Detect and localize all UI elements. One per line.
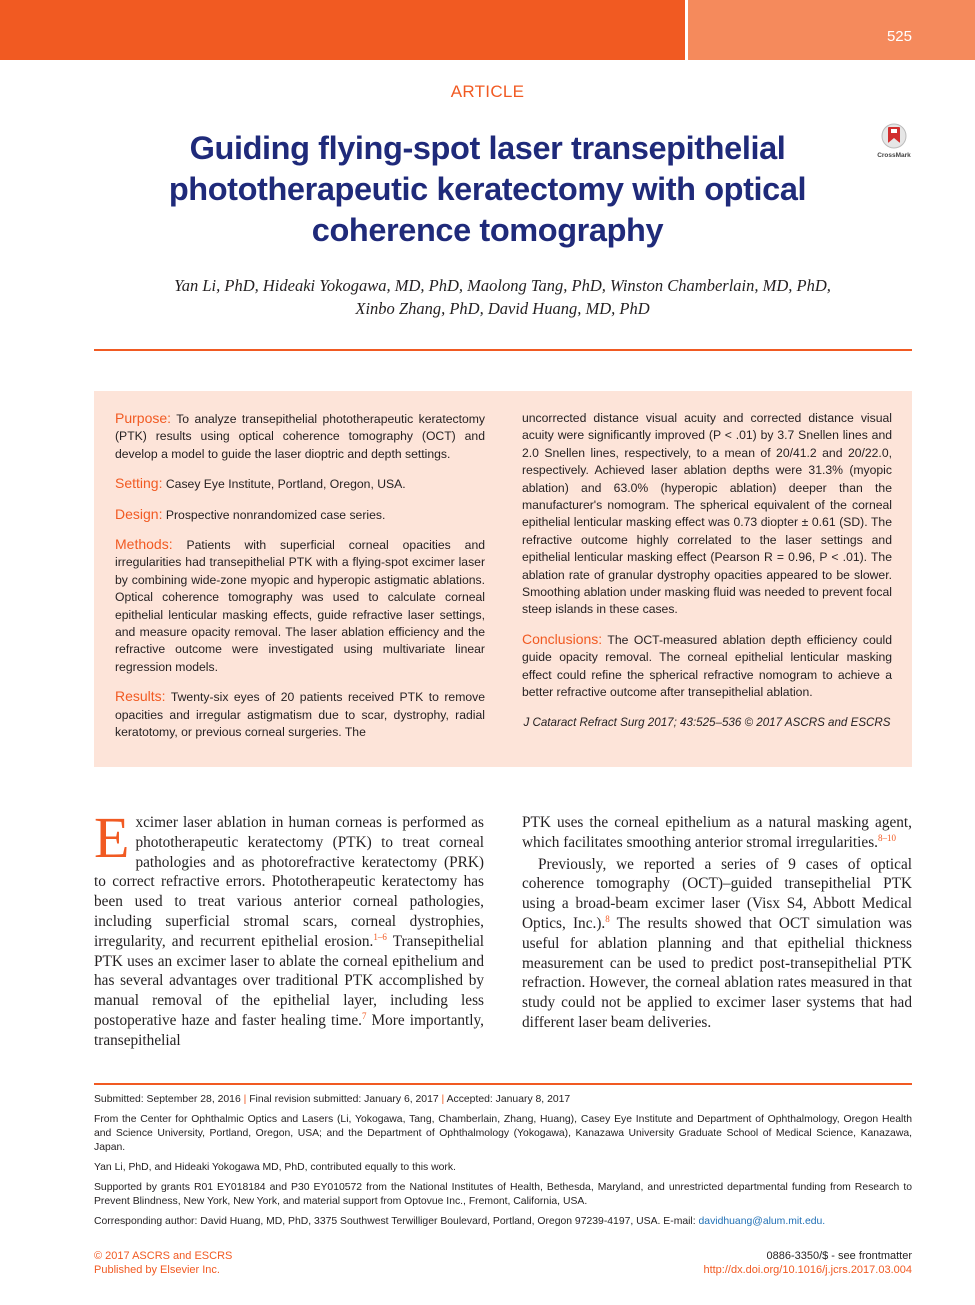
corresponding-author xyxy=(94,1215,912,1229)
abstract-right-column xyxy=(522,410,892,743)
methods-text: Patients with superficial corneal opacities and irregularities had transepithelial PTK with a flying-spot excimer laser by combining wide-zone myopic and hyperopic astigmatic ablations. Optical coherence tomography was used to calculate corneal epithelial lenticular masking effects, guide refractive laser settings, and measure opacity removal. The laser ablation efficiency and the refractive outcome were investigated using multivariate linear regression models. xyxy=(115,538,485,674)
abstract-conclusions xyxy=(522,631,892,702)
abstract-design xyxy=(115,506,485,524)
body-text: More importantly, transepithelial xyxy=(94,1011,484,1049)
publisher-text: Published by Elsevier Inc. xyxy=(94,1264,220,1276)
page-number: 525 xyxy=(886,28,912,45)
results-text: Twenty-six eyes of 20 patients received PTK to remove opacities and irregular astigmatism due to scar, dystrophy, radial keratotomy, or previous corneal surgeries. The xyxy=(115,690,485,740)
doi-block xyxy=(703,1249,912,1277)
body-text: Previously, we reported a series of 9 cases of optical coherence tomography (OCT)–guided transepithelial PTK using a broad-beam excimer laser (Visx S4, Abbott Medical Optics, Inc.). xyxy=(522,855,912,932)
header-bar-tab xyxy=(688,0,975,60)
reference-link[interactable]: 8–10 xyxy=(877,832,896,843)
abstract-left-column xyxy=(115,410,485,754)
purpose-text: To analyze transepithelial phototherapeutic keratectomy (PTK) results using optical coherence tomography (OCT) and develop a model to guide the laser dioptric and depth settings. xyxy=(115,412,485,461)
abstract-purpose xyxy=(115,410,485,463)
purpose-heading: Purpose: xyxy=(115,410,172,426)
conclusions-heading: Conclusions: xyxy=(522,630,603,647)
setting-heading: Setting: xyxy=(115,475,163,492)
body-right-column xyxy=(522,813,912,1033)
body-text: xcimer laser ablation in human corneas is performed as phototherapeutic keratectomy (PTK) to treat corneal pathologies and as photorefractive keratectomy (PRK) to correct refractive errors. Phototherapeutic keratectomy has been used to treat various anterior corneal pathologies, including superficial stromal scars, corneal dystrophies, irregularity, and recurrent epithelial erosion. xyxy=(94,814,484,950)
copyright-text: © 2017 ASCRS and ESCRS xyxy=(94,1250,233,1262)
results-continued: uncorrected distance visual acuity and corrected distance visual acuity were significantly improved (P < .01) by 3.7 Snellen lines and 2.0 Snellen lines, respectively, to a mean of 20/41.2 and 20/22.0, respectively. Achieved laser ablation depths were 31.3% (myopic ablation) and 63.0% (hyperopic ablation) deeper than the manufacturer's nomogram. The spherical equivalent of the corneal epithelial lenticular masking effect was 0.73 diopter ± 0.61 (SD). The refractive outcome highly correlated to the laser settings and epithelial lenticular masking effect (Pearson R = 0.96, P < .01). The ablation rate of granular dystrophy opacities appeared to be slower. Smoothing ablation under masking fluid was needed to prevent focal steep islands in these cases. xyxy=(522,411,892,617)
body-text: PTK uses the corneal epithelium as a natural masking agent, which facilitates smoothing anterior stromal irregularities. xyxy=(522,814,912,851)
reference-link[interactable]: 7 xyxy=(361,1010,367,1021)
design-text: Prospective nonrandomized case series. xyxy=(165,507,386,522)
reference-link[interactable]: 1–6 xyxy=(373,931,387,942)
separator: | xyxy=(243,1094,247,1105)
body-paragraph xyxy=(522,813,912,853)
header-bar-accent xyxy=(0,0,685,60)
author-line: Xinbo Zhang, PhD, David Huang, MD, PhD xyxy=(355,299,650,318)
abstract-setting xyxy=(115,475,485,493)
abstract-results xyxy=(115,688,485,741)
affiliation-note: From the Center for Ophthalmic Optics and Lasers (Li, Yokogawa, Tang, Chamberlain, Zhang, Huang), Casey Eye Institute and Department of Ophthalmology, Oregon Health and Science University, Portland, Oregon, USA; and the Department of Ophthalmology (Yokogawa), Kanazawa University Graduate School of Medical Science, Kanazawa, Japan. xyxy=(94,1114,912,1153)
article-title: Guiding flying-spot laser transepithelial phototherapeutic keratectomy with optical coherence tomography xyxy=(168,130,807,248)
title-divider xyxy=(94,349,912,351)
body-text: The results showed that OCT simulation was useful for ablation planning and that epithelial thickness measurement can be used to predict post-transepithelial PTK refraction. However, the corneal ablation rates measured in that study could not be applied to excimer laser systems that had different laser beam deliveries. xyxy=(522,914,912,1031)
section-label: ARTICLE xyxy=(450,82,525,101)
submission-dates xyxy=(94,1093,912,1107)
author-line: Yan Li, PhD, Hideaki Yokogawa, MD, PhD, Maolong Tang, PhD, Winston Chamberlain, MD, PhD, xyxy=(174,276,831,295)
body-left-column xyxy=(94,805,484,1051)
footnotes xyxy=(94,1093,912,1235)
corresponding-text: Corresponding author: David Huang, MD, PhD, 3375 Southwest Terwilliger Boulevard, Portland, Oregon 97239-4197, USA. E-mail: xyxy=(94,1216,696,1227)
copyright-block xyxy=(94,1249,232,1277)
results-heading: Results: xyxy=(115,688,166,705)
issn-text: 0886-3350/$ - see frontmatter xyxy=(766,1250,912,1262)
separator: | xyxy=(441,1094,445,1105)
body-paragraph xyxy=(522,855,912,1033)
methods-heading: Methods: xyxy=(115,536,173,553)
body-text: Transepithelial PTK uses an excimer laser to ablate the corneal epithelium and has several advantages over traditional PTK accomplished by manual removal of the epithelial layer, including less postoperative haze and faster healing time. xyxy=(94,932,484,1029)
doi-link[interactable]: http://dx.doi.org/10.1016/j.jcrs.2017.03.004 xyxy=(703,1264,912,1276)
reference-link[interactable]: 8 xyxy=(605,913,610,924)
footnote-divider xyxy=(94,1083,912,1085)
header-bar xyxy=(0,0,975,60)
conclusions-text: The OCT-measured ablation depth efficiency could guide opacity removal. The corneal epithelial lenticular masking effect could refine the spherical refractive nomogram to achieve a better refractive outcome after transepithelial ablation. xyxy=(522,632,892,700)
submitted-date: Submitted: September 28, 2016 xyxy=(94,1094,241,1105)
drop-cap: E xyxy=(94,805,130,870)
abstract-box xyxy=(94,391,912,767)
author-list xyxy=(100,274,905,320)
crossmark-label: CrossMark xyxy=(877,152,911,159)
email-link[interactable]: davidhuang@alum.mit.edu. xyxy=(698,1216,826,1227)
journal-citation: J Cataract Refract Surg 2017; 43:525–536 © 2017 ASCRS and ESCRS xyxy=(523,715,891,729)
setting-text: Casey Eye Institute, Portland, Oregon, USA. xyxy=(165,477,406,492)
funding-note: Supported by grants R01 EY018184 and P30 EY010572 from the National Institutes of Health, Bethesda, Maryland, and unrestricted departmental funding from Research to Prevent Blindness, New York, New York, and material support from Optovue Inc., Fremont, California, USA. xyxy=(94,1182,912,1207)
accepted-date: Accepted: January 8, 2017 xyxy=(446,1094,571,1105)
abstract-methods xyxy=(115,536,485,676)
design-heading: Design: xyxy=(115,505,163,522)
revised-date: Final revision submitted: January 6, 2017 xyxy=(249,1094,439,1105)
equal-contribution-note: Yan Li, PhD, and Hideaki Yokogawa MD, PhD, contributed equally to this work. xyxy=(94,1162,456,1173)
